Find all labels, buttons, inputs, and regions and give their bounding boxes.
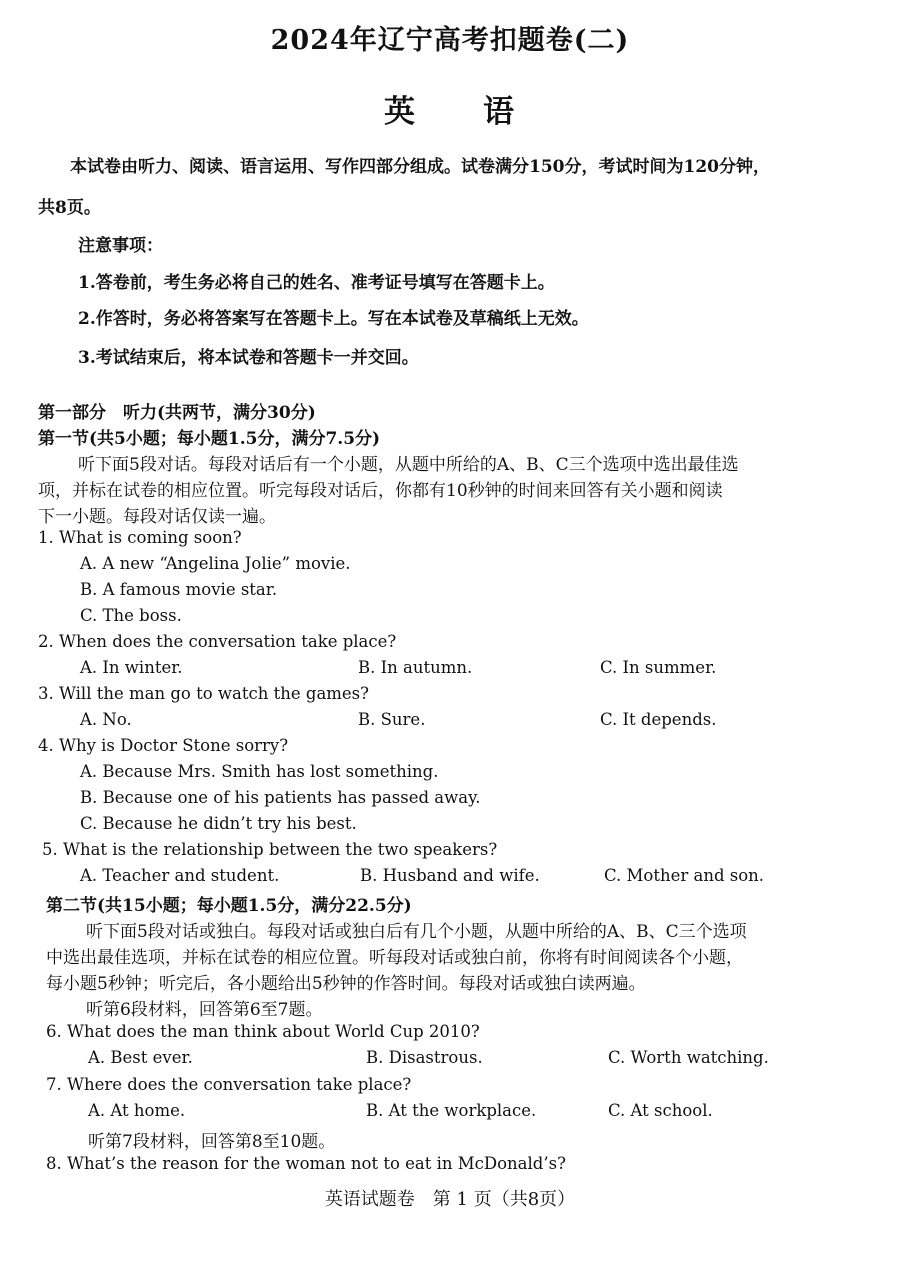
subject-title: 英 语 (384, 94, 516, 130)
option-a: A. In winter. (80, 658, 183, 677)
part1-heading: 第一部分 听力(共两节，满分30分) (38, 403, 316, 423)
option-b: B. Sure. (358, 710, 426, 729)
question-4: 4. Why is Doctor Stone sorry? (38, 736, 289, 755)
option-c: C. Worth watching. (608, 1048, 769, 1067)
option-c: C. In summer. (600, 658, 717, 677)
option-c: C. The boss. (80, 606, 182, 625)
exam-title: 2024年辽宁高考扣题卷(二) (270, 25, 630, 56)
section2-directions: 中选出最佳选项，并标在试卷的相应位置。听每段对话或独白前，你将有时间阅读各个小题， (46, 948, 743, 968)
section2-directions: 每小题5秒钟；听完后，各小题给出5秒钟的作答时间。每段对话或独白读两遍。 (46, 974, 646, 994)
option-c: C. Mother and son. (604, 866, 765, 885)
option-b: B. Disastrous. (366, 1048, 483, 1067)
note-item: 3.考试结束后，将本试卷和答题卡一并交回。 (78, 348, 419, 368)
section2-directions: 听下面5段对话或独白。每段对话或独白后有几个小题，从题中所给的A、B、C三个选项 (86, 922, 747, 942)
section1-directions: 下一小题。每段对话仅读一遍。 (38, 507, 276, 527)
section2-heading: 第二节(共15小题；每小题1.5分，满分22.5分) (46, 896, 412, 916)
question-8: 8. What’s the reason for the woman not to eat in McDonald’s? (46, 1154, 566, 1173)
material-instruction: 听第7段材料，回答第8至10题。 (88, 1132, 336, 1152)
option-b: B. Because one of his patients has passed away. (80, 788, 481, 807)
material-instruction: 听第6段材料，回答第6至7题。 (86, 1000, 323, 1020)
note-item: 1.答卷前，考生务必将自己的姓名、准考证号填写在答题卡上。 (78, 273, 555, 293)
option-c: C. Because he didn’t try his best. (80, 814, 357, 833)
intro-line-2: 共8页。 (38, 198, 101, 218)
notes-heading: 注意事项： (78, 236, 163, 256)
option-a: A. At home. (88, 1101, 186, 1120)
page-footer: 英语试题卷 第 1 页（共8页） (324, 1189, 576, 1210)
option-b: B. In autumn. (358, 658, 473, 677)
question-2: 2. When does the conversation take place? (38, 632, 397, 651)
section1-directions: 听下面5段对话。每段对话后有一个小题，从题中所给的A、B、C三个选项中选出最佳选 (78, 455, 739, 475)
question-6: 6. What does the man think about World Cup 2010? (46, 1022, 480, 1041)
section1-heading: 第一节(共5小题；每小题1.5分，满分7.5分) (38, 429, 381, 449)
question-5: 5. What is the relationship between the two speakers? (42, 840, 498, 859)
option-a: A. Teacher and student. (80, 866, 280, 885)
question-3: 3. Will the man go to watch the games? (38, 684, 369, 703)
option-a: A. Best ever. (88, 1048, 193, 1067)
option-a: A. Because Mrs. Smith has lost something. (80, 762, 439, 781)
option-a: A. A new “Angelina Jolie” movie. (80, 554, 351, 573)
section1-directions: 项，并标在试卷的相应位置。听完每段对话后，你都有10秒钟的时间来回答有关小题和阅读 (38, 481, 723, 501)
option-b: B. Husband and wife. (360, 866, 540, 885)
question-1: 1. What is coming soon? (38, 528, 242, 547)
question-7: 7. Where does the conversation take place? (46, 1075, 412, 1094)
option-a: A. No. (80, 710, 132, 729)
option-b: B. At the workplace. (366, 1101, 537, 1120)
option-b: B. A famous movie star. (80, 580, 278, 599)
note-item: 2.作答时，务必将答案写在答题卡上。写在本试卷及草稿纸上无效。 (78, 309, 589, 329)
option-c: C. At school. (608, 1101, 713, 1120)
intro-line-1: 本试卷由听力、阅读、语言运用、写作四部分组成。试卷满分150分，考试时间为120分钟， (70, 157, 770, 177)
option-c: C. It depends. (600, 710, 717, 729)
